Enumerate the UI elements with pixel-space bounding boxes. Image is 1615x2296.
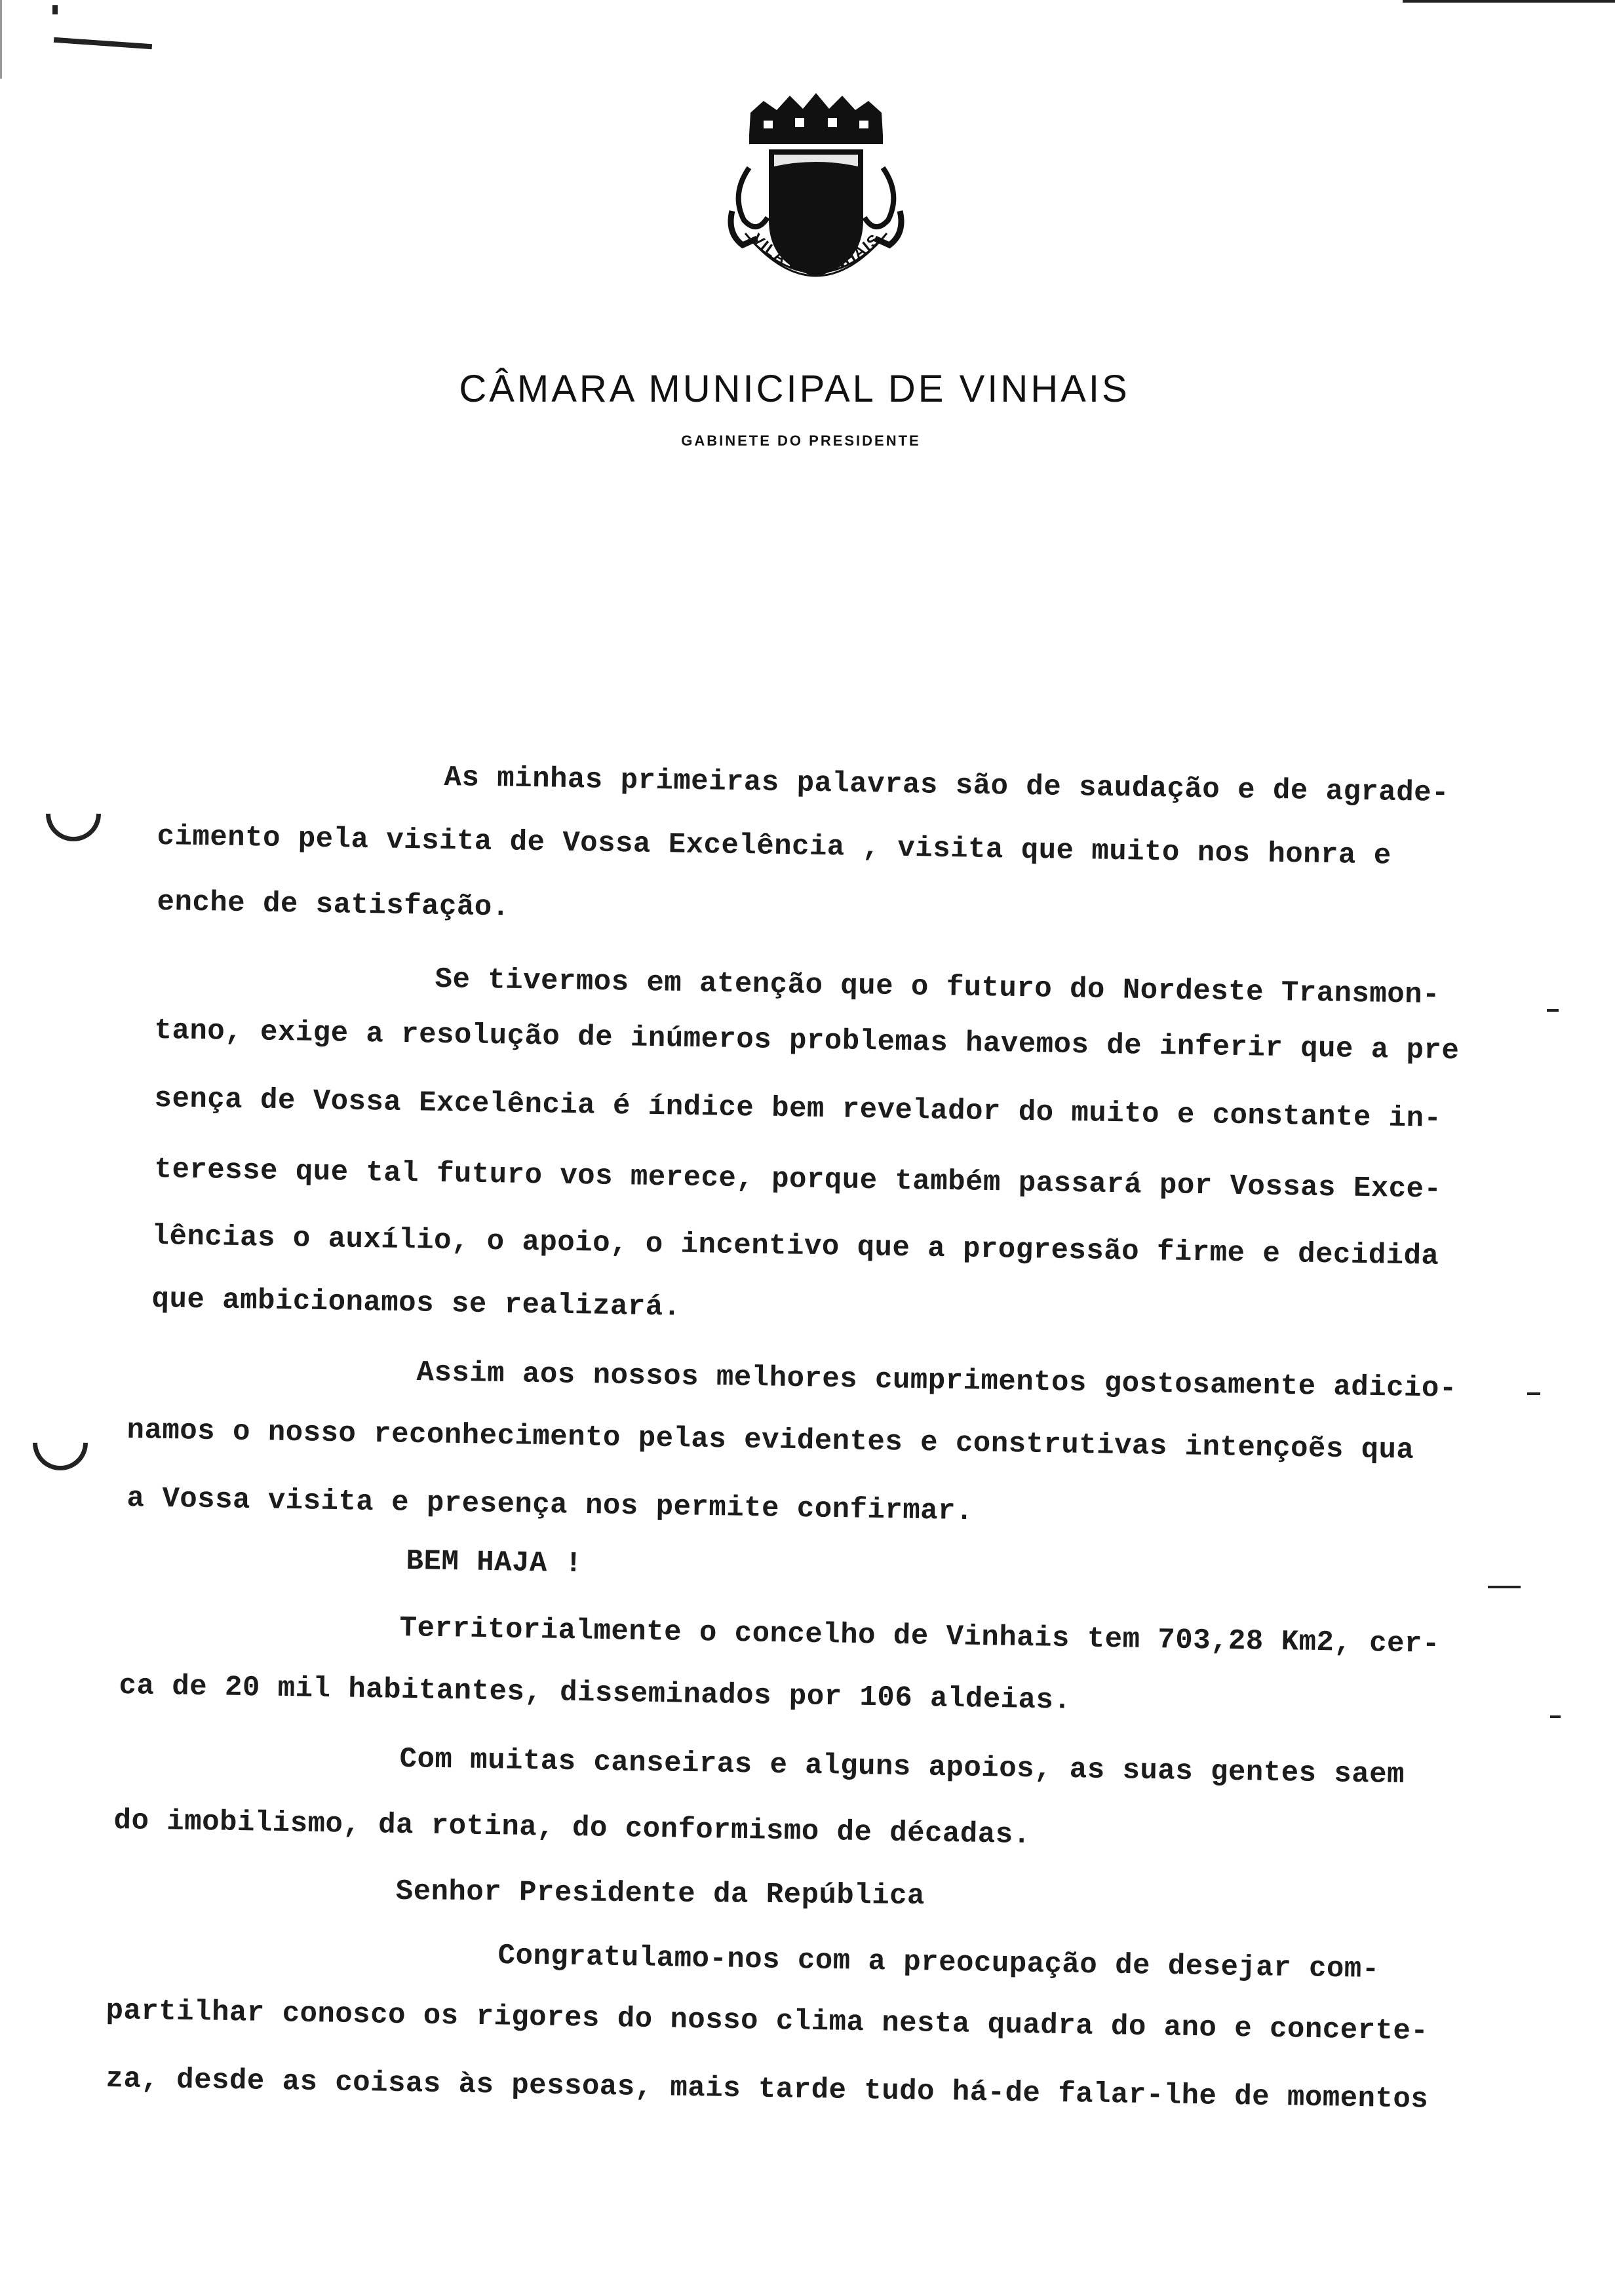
- body-line: BEM HAJA !: [406, 1545, 583, 1581]
- scan-mark: [1403, 0, 1615, 3]
- organization-department: GABINETE DO PRESIDENTE: [681, 432, 921, 449]
- body-line: namos o nosso reconhecimento pelas evidentes e construtivas intençoẽs qua: [126, 1414, 1414, 1467]
- body-line: partilhar conosco os rigores do nosso clima nesta quadra do ano e concerte-: [106, 1995, 1429, 2048]
- organization-name: CÂMARA MUNICIPAL DE VINHAIS: [459, 368, 1130, 410]
- body-line: Territorialmente o concelho de Vinhais tem 703,28 Km2, cer-: [399, 1612, 1441, 1661]
- body-line: sença de Vossa Excelência é índice bem revelador do muito e constante in-: [154, 1082, 1442, 1136]
- scan-mark: [1547, 1009, 1559, 1012]
- body-line: Assim aos nossos melhores cumprimentos gostosamente adicio-: [416, 1356, 1458, 1406]
- scan-mark: [0, 0, 2, 79]
- body-line: tano, exige a resolução de inúmeros problemas havemos de inferir que a pre: [154, 1014, 1460, 1068]
- body-line: Se tivermos em atenção que o futuro do Nordeste Transmon-: [435, 963, 1441, 1012]
- body-line: za, desde as coisas às pessoas, mais tarde tudo há-de falar-lhe de momentos: [106, 2063, 1429, 2116]
- body-line: que ambicionamos se realizará.: [151, 1283, 682, 1324]
- body-line: Senhor Presidente da República: [395, 1875, 925, 1913]
- municipal-crest: [711, 89, 921, 305]
- body-line: Congratulamo-nos com a preocupação de desejar com-: [497, 1940, 1380, 1987]
- body-line: cimento pela visita de Vossa Excelência , visita que muito nos honra e: [157, 820, 1392, 873]
- body-line: ca de 20 mil habitantes, disseminados por 106 aldeias.: [119, 1670, 1072, 1717]
- punch-hole-mark: [35, 775, 113, 853]
- scan-mark: [1527, 1392, 1540, 1395]
- body-line: a Vossa visita e presença nos permite confirmar.: [126, 1482, 974, 1529]
- body-line: teresse que tal futuro vos merece, porque também passará por Vossas Exce-: [154, 1153, 1442, 1206]
- scan-mark: [1488, 1586, 1521, 1588]
- body-line: Com muitas canseiras e alguns apoios, as suas gentes saem: [399, 1743, 1405, 1792]
- body-line: enche de satisfação.: [157, 886, 511, 925]
- crest-motto: VILA DE VINHAIS: [748, 230, 884, 277]
- body-line: lências o auxílio, o apoio, o incentivo que a progressão firme e decidida: [151, 1220, 1439, 1273]
- body-line: As minhas primeiras palavras são de saudação e de agrade-: [444, 761, 1450, 811]
- body-line: do imobilismo, da rotina, do conformismo de décadas.: [113, 1805, 1031, 1852]
- scan-mark: [52, 5, 58, 14]
- punch-hole-mark: [22, 1404, 100, 1482]
- scan-mark: [54, 37, 152, 49]
- scan-mark: [1550, 1715, 1561, 1718]
